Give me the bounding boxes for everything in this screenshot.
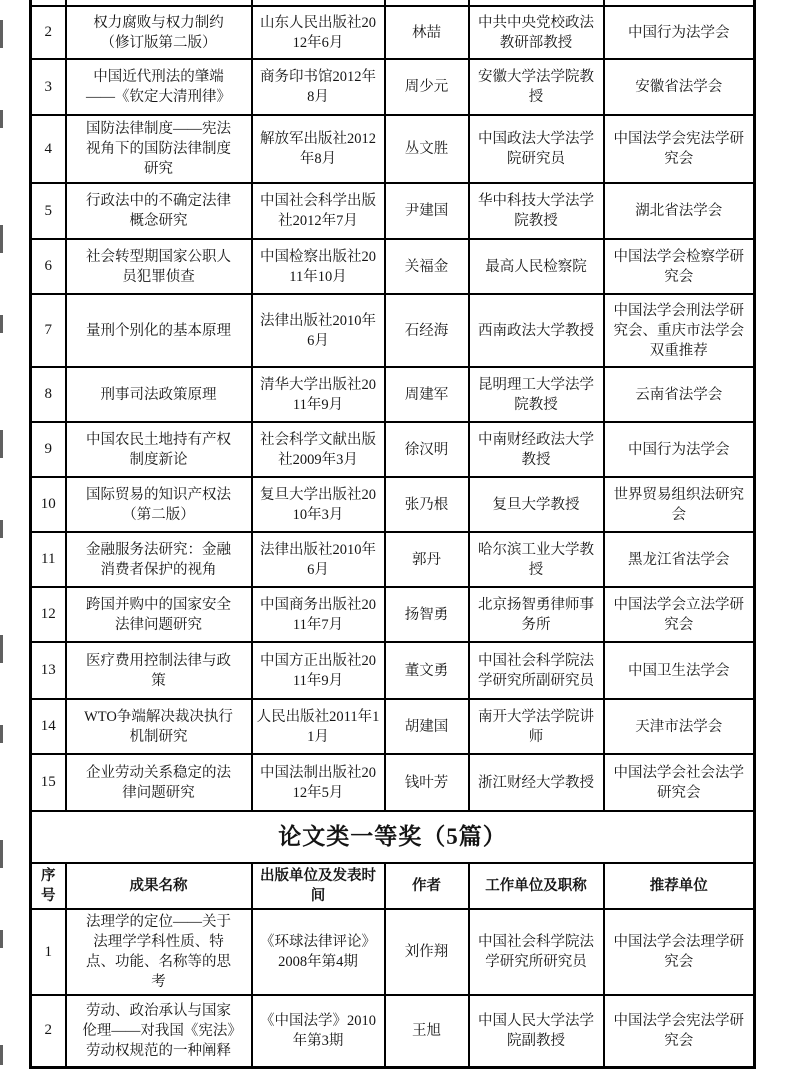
cell-author: 董文勇 (385, 642, 469, 699)
table-row (31, 183, 755, 239)
cell-recommender: 中国法学会检察学研究会 (604, 239, 755, 294)
cell-affiliation: 南开大学法学院讲师 (469, 699, 604, 754)
cell-title: 法理学的定位——关于法理学学科性质、特点、功能、名称等的思考 (66, 909, 252, 995)
table-row (31, 477, 755, 532)
cell-affiliation: 中国社会科学院法学研究所副研究员 (469, 642, 604, 699)
cell-publisher: 山东人民出版社2012年6月 (252, 6, 385, 59)
cell-title: 社会转型期国家公职人员犯罪侦查 (66, 239, 252, 294)
table-row (31, 6, 755, 59)
cell-publisher: 复旦大学出版社2010年3月 (252, 477, 385, 532)
cell-author: 关福金 (385, 239, 469, 294)
cell-title: 中国农民土地持有产权制度新论 (66, 422, 252, 477)
cell-serial: 15 (31, 754, 66, 811)
cell-author: 石经海 (385, 294, 469, 367)
cell-publisher: 中国检察出版社2011年10月 (252, 239, 385, 294)
cell-author: 丛文胜 (385, 115, 469, 183)
cell-serial: 8 (31, 367, 66, 422)
cell-serial: 6 (31, 239, 66, 294)
cell-author: 张乃根 (385, 477, 469, 532)
cell-recommender: 中国法学会宪法学研究会 (604, 115, 755, 183)
cell-title: WTO争端解决裁决执行机制研究 (66, 699, 252, 754)
cell-author: 徐汉明 (385, 422, 469, 477)
cell-title: 行政法中的不确定法律概念研究 (66, 183, 252, 239)
cell-affiliation: 中国人民大学法学院副教授 (469, 995, 604, 1067)
cell-author: 刘作翔 (385, 909, 469, 995)
cell-serial: 2 (31, 995, 66, 1067)
cell-serial: 12 (31, 587, 66, 642)
cell-publisher: 清华大学出版社2011年9月 (252, 367, 385, 422)
cell-title: 权力腐败与权力制约（修订版第二版） (66, 6, 252, 59)
cell-serial: 7 (31, 294, 66, 367)
cell-serial: 2 (31, 6, 66, 59)
cell-recommender: 湖北省法学会 (604, 183, 755, 239)
cell-publisher: 人民出版社2011年11月 (252, 699, 385, 754)
table-row (31, 294, 755, 367)
cell-publisher: 中国社会科学出版社2012年7月 (252, 183, 385, 239)
cell-affiliation: 昆明理工大学法学院教授 (469, 367, 604, 422)
cell-title: 刑事司法政策原理 (66, 367, 252, 422)
table-row (31, 642, 755, 699)
paper-awards-rows (31, 909, 755, 1067)
cell-title: 劳动、政治承认与国家伦理——对我国《宪法》劳动权规范的一种阐释 (66, 995, 252, 1067)
cell-recommender: 中国法学会宪法学研究会 (604, 995, 755, 1067)
cell-serial: 5 (31, 183, 66, 239)
table-row (31, 699, 755, 754)
cell-author: 王旭 (385, 995, 469, 1067)
cell-author: 胡建国 (385, 699, 469, 754)
table-header-row (31, 863, 755, 909)
cell-affiliation: 浙江财经大学教授 (469, 754, 604, 811)
cell-title: 跨国并购中的国家安全法律问题研究 (66, 587, 252, 642)
cell-recommender: 安徽省法学会 (604, 59, 755, 115)
cell-recommender: 中国法学会社会法学研究会 (604, 754, 755, 811)
cell-recommender: 黑龙江省法学会 (604, 532, 755, 587)
cell-serial: 4 (31, 115, 66, 183)
column-header: 作者 (385, 863, 469, 909)
cell-title: 企业劳动关系稳定的法律问题研究 (66, 754, 252, 811)
cell-recommender: 云南省法学会 (604, 367, 755, 422)
cell-author: 钱叶芳 (385, 754, 469, 811)
table-row (31, 754, 755, 811)
cell-affiliation: 最高人民检察院 (469, 239, 604, 294)
section-title: 论文类一等奖（5篇） (31, 811, 755, 863)
cell-publisher: 法律出版社2010年6月 (252, 532, 385, 587)
cell-affiliation: 复旦大学教授 (469, 477, 604, 532)
cell-recommender: 中国法学会法理学研究会 (604, 909, 755, 995)
cell-recommender: 世界贸易组织法研究会 (604, 477, 755, 532)
cell-publisher: 社会科学文献出版社2009年3月 (252, 422, 385, 477)
cell-serial: 9 (31, 422, 66, 477)
section-title-row (31, 811, 755, 863)
cell-recommender: 中国法学会立法学研究会 (604, 587, 755, 642)
cell-recommender: 中国行为法学会 (604, 6, 755, 59)
cell-author: 周少元 (385, 59, 469, 115)
cell-recommender: 中国卫生法学会 (604, 642, 755, 699)
table-row (31, 587, 755, 642)
cell-affiliation: 中南财经政法大学教授 (469, 422, 604, 477)
page-edge-artifact (0, 0, 3, 1065)
table-row (31, 909, 755, 995)
cell-title: 国际贸易的知识产权法（第二版） (66, 477, 252, 532)
cell-affiliation: 哈尔滨工业大学教授 (469, 532, 604, 587)
cell-publisher: 中国方正出版社2011年9月 (252, 642, 385, 699)
table-row (31, 995, 755, 1067)
cell-author: 扬智勇 (385, 587, 469, 642)
cell-author: 周建军 (385, 367, 469, 422)
cell-affiliation: 中国社会科学院法学研究所研究员 (469, 909, 604, 995)
cell-publisher: 《环球法律评论》2008年第4期 (252, 909, 385, 995)
cell-author: 郭丹 (385, 532, 469, 587)
cell-serial: 13 (31, 642, 66, 699)
table-row (31, 239, 755, 294)
cell-publisher: 解放军出版社2012年8月 (252, 115, 385, 183)
book-awards-rows (31, 0, 755, 811)
table-row (31, 115, 755, 183)
cell-affiliation: 西南政法大学教授 (469, 294, 604, 367)
cell-affiliation: 中国政法大学法学院研究员 (469, 115, 604, 183)
cell-serial: 1 (31, 909, 66, 995)
table-row (31, 59, 755, 115)
column-header: 成果名称 (66, 863, 252, 909)
table-row (31, 532, 755, 587)
cell-recommender: 中国行为法学会 (604, 422, 755, 477)
column-header: 工作单位及职称 (469, 863, 604, 909)
column-header: 序号 (31, 863, 66, 909)
table-row (31, 422, 755, 477)
cell-author: 尹建国 (385, 183, 469, 239)
column-header: 出版单位及发表时间 (252, 863, 385, 909)
cell-publisher: 中国商务出版社2011年7月 (252, 587, 385, 642)
cell-title: 量刑个别化的基本原理 (66, 294, 252, 367)
cell-recommender: 天津市法学会 (604, 699, 755, 754)
cell-affiliation: 安徽大学法学院教授 (469, 59, 604, 115)
cell-serial: 10 (31, 477, 66, 532)
cell-serial: 14 (31, 699, 66, 754)
awards-table (29, 0, 756, 1069)
table-row (31, 367, 755, 422)
cell-title: 金融服务法研究：金融消费者保护的视角 (66, 532, 252, 587)
cell-affiliation: 北京扬智勇律师事务所 (469, 587, 604, 642)
column-header: 推荐单位 (604, 863, 755, 909)
cell-title: 医疗费用控制法律与政策 (66, 642, 252, 699)
cell-affiliation: 华中科技大学法学院教授 (469, 183, 604, 239)
cell-title: 国防法律制度——宪法视角下的国防法律制度研究 (66, 115, 252, 183)
cell-publisher: 法律出版社2010年6月 (252, 294, 385, 367)
cell-title: 中国近代刑法的肇端——《钦定大清刑律》 (66, 59, 252, 115)
cell-serial: 11 (31, 532, 66, 587)
cell-affiliation: 中共中央党校政法教研部教授 (469, 6, 604, 59)
cell-publisher: 《中国法学》2010年第3期 (252, 995, 385, 1067)
cell-publisher: 中国法制出版社2012年5月 (252, 754, 385, 811)
cell-author: 林喆 (385, 6, 469, 59)
papers-section-head (31, 811, 755, 909)
cell-publisher: 商务印书馆2012年8月 (252, 59, 385, 115)
cell-serial: 3 (31, 59, 66, 115)
cell-recommender: 中国法学会刑法学研究会、重庆市法学会双重推荐 (604, 294, 755, 367)
